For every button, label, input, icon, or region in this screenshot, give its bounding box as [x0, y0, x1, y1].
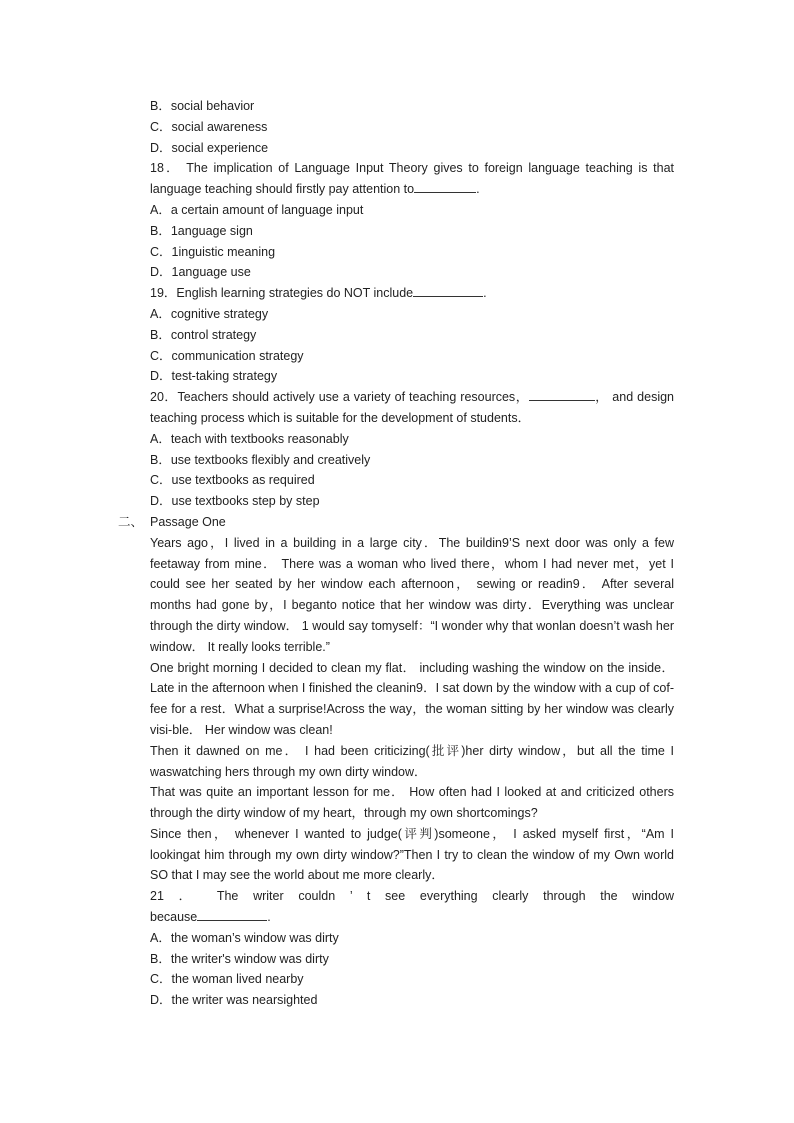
passage-title: Passage One: [150, 514, 226, 529]
q20-option-b: B．use textbooks flexibly and creatively: [150, 452, 371, 467]
q21-option-d: D．the writer was nearsighted: [150, 993, 318, 1008]
q17-option-c: C．social awareness: [150, 119, 268, 134]
q20-option-d: D．use textbooks step by step: [150, 494, 320, 509]
q20-stem: [150, 387, 674, 429]
q21-stem-text: because: [150, 910, 198, 925]
q19-option-c: C．communication strategy: [150, 348, 304, 363]
q20-stem-text: 20．Teachers should actively use a variety of teaching resources，: [150, 390, 529, 405]
q21-stem-line1: 21 ． The writer couldn ’ t see everything clearly through the window: [150, 889, 674, 904]
q18-stem: [150, 158, 674, 200]
q21-option-b: B．the writer's window was dirty: [150, 951, 329, 966]
q20-option-c: C．use textbooks as required: [150, 473, 315, 488]
q20-stem-end: ， and design teaching process which is suitable for the development of students．: [150, 390, 674, 425]
q19-option-b: B．control strategy: [150, 327, 257, 342]
passage-paragraph-2: One bright morning I decided to clean my flat． including washing the window on the inside．Late in the afternoon when I finished the cleanin9．I sat down by the window with a cup of cof-fee for a rest．What a surprise!Across the way，the woman sitting by her window was clearly visi-ble． Her window was clean!: [150, 660, 674, 737]
passage-paragraph-1: Years ago，I lived in a building in a large city．The buildin9’S next door was only a few feetaway from mine． There was a woman who lived there，whom I had never met，yet I could see her seated by her window each afternoon， sewing or readin9． After several months had gone by，I beganto notice that her window was dirty．Everything was unclear through the dirty window． 1 would say tomyself：“I wonder why that wonlan doesn’t wash her window． It really looks terrible.”: [150, 535, 674, 654]
q19-option-d: D．test-taking strategy: [150, 369, 278, 384]
q19-answer-blank: [413, 284, 483, 297]
q19-stem-end: .: [483, 286, 487, 301]
q18-option-c: C．1inguistic meaning: [150, 244, 276, 259]
q21-option-a: A．the woman’s window was dirty: [150, 930, 339, 945]
q19-stem: [150, 283, 674, 304]
q18-option-b: B．1anguage sign: [150, 223, 253, 238]
q17-option-d: D．social experience: [150, 140, 269, 155]
q20-answer-blank: [529, 388, 595, 401]
q18-option-d: D．1anguage use: [150, 265, 251, 280]
q18-stem-text: 18． The implication of Language Input Theory gives to foreign language teaching is that language teaching should firstly pay attention to: [150, 161, 674, 197]
q17-option-b: B．social behavior: [150, 99, 255, 113]
section-number: 二、: [118, 515, 144, 529]
q20-option-a: A．teach with textbooks reasonably: [150, 431, 349, 446]
q18-option-a: A．a certain amount of language input: [150, 202, 364, 217]
q21-stem-end: .: [267, 910, 271, 925]
q19-option-a: A．cognitive strategy: [150, 306, 269, 321]
exam-content: [150, 96, 674, 1011]
passage-paragraph-3: Then it dawned on me． I had been criticizing(批评)her dirty window，but all the time I waswatching hers through my own dirty window．: [150, 743, 674, 779]
q19-stem-text: 19．English learning strategies do NOT include: [150, 286, 414, 301]
q21-answer-blank: [197, 908, 267, 921]
passage-paragraph-5: Since then， whenever I wanted to judge(评判)someone， I asked myself first，“Am I lookingat him through my own dirty window?”Then I try to clean the window of my Own world SO that I may see the world about me more clearly．: [150, 826, 674, 883]
q21-stem-line2: [150, 907, 674, 928]
q21-option-c: C．the woman lived nearby: [150, 972, 304, 987]
passage-paragraph-4: That was quite an important lesson for me． How often had I looked at and criticized others through the dirty window of my heart，through my own shortcomings?: [150, 785, 674, 821]
q18-stem-end: .: [476, 182, 480, 197]
q18-answer-blank: [414, 180, 476, 193]
